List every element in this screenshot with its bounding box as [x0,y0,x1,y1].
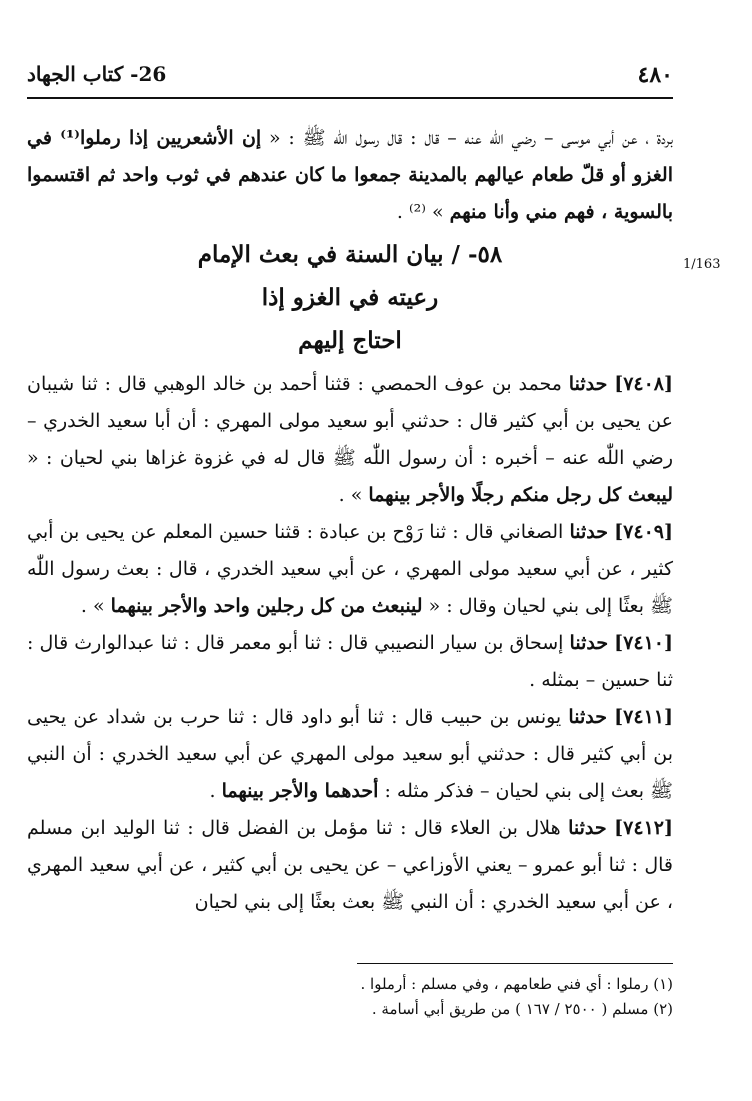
hadith-quote: لينبعث من كل رجلين واحد والأجر بينهما [110,595,423,617]
hadith-7408 [27,366,673,514]
hadith-text: يونس بن حبيب قال : ثنا أبو داود قال : ثنا حرب بن شداد عن يحيى بن أبي كثير قال : حدثني أبو سعيد مولى المهري عن أبي سعيد الخدري : أن النبي ﷺ بعث إلى بني لحيان – فذكر مثله : [27,706,673,802]
hadith-end: . [209,780,222,802]
intro-end: » ⁽²⁾ . [396,201,450,223]
hadith-7410 [27,625,673,699]
intro-quote: إن الأشعريين إذا رملوا⁽¹⁾ في الغزو أو قلّ طعام عيالهم بالمدينة جمعوا ما كان عندهم في ثوب واحد ثم اقتسموا بالسوية ، فهم مني وأنا منهم [27,127,673,223]
footnote-1: (١) رملوا : أي فني طعامهم ، وفي مسلم : أرملوا . [360,975,673,993]
hadith-number: [٧٤٠٨] [614,373,674,395]
footnote-2: (٢) مسلم ( ٢٥٠٠ / ١٦٧ ) من طريق أبي أسامة . [371,1000,673,1018]
hadith-text: هلال بن العلاء قال : ثنا مؤمل بن الفضل قال : ثنا الوليد ابن مسلم قال : ثنا أبو عمرو – يعني الأوزاعي – عن يحيى بن أبي كثير ، عن أبي سعيد المهري ، عن أبي سعيد الخدري : أن النبي ﷺ بعث بعثًا إلى بني لحيان [27,817,673,913]
hadith-text: إسحاق بن سيار النصيبي قال : ثنا أبو معمر قال : ثنا عبدالوارث قال : ثنا حسين – بمثله . [27,632,673,691]
hadith-lead: حدثنا [568,706,607,728]
intro-paragraph [27,120,673,231]
chapter-title-line-2: رعيته في الغزو إذا [261,284,439,311]
main-text [27,120,673,921]
hadith-end: » . [80,595,111,617]
hadith-number: [٧٤١٠] [614,632,673,654]
intro-text: بردة ، عن أبي موسى – رضي اللّٰه عنه – قال : قال رسول اللّٰه ﷺ : « [261,127,673,149]
footnote-divider [357,963,673,964]
hadith-quote: أحدهما والأجر بينهما [221,780,379,802]
hadith-7411 [27,699,673,810]
hadith-number: [٧٤١١] [614,706,673,728]
hadith-text: محمد بن عوف الحمصي : قثنا أحمد بن خالد الوهبي قال : ثنا شيبان عن يحيى بن أبي كثير قال : حدثني أبو سعيد مولى المهري : أن أبا سعيد الخدري – رضي اللّٰه عنه – أخبره : أن رسول اللّٰه ﷺ قال له في غزوة غزاها بني لحيان : « [27,373,673,469]
hadith-lead: حدثنا [568,817,607,839]
hadith-quote: ليبعث كل رجل منكم رجلًا والأجر بينهما [368,484,673,506]
footnotes [27,972,673,1022]
margin-reference: 1/163 [683,257,721,272]
chapter-title-line-3: احتاج إليهم [298,327,402,354]
hadith-lead: حدثنا [568,373,608,395]
hadith-number: [٧٤١٢] [614,817,673,839]
chapter-title-line-1: ٥٨- / بيان السنة في بعث الإمام [197,241,503,268]
hadith-end: » . [338,484,369,506]
hadith-lead: حدثنا [569,632,609,654]
hadith-7412 [27,810,673,921]
hadith-lead: حدثنا [569,521,608,543]
hadith-7409 [27,514,673,625]
hadith-text: الصغاني قال : ثنا رَوْح بن عبادة : قثنا حسين المعلم عن يحيى بن أبي كثير ، عن أبي سعيد مولى المهري ، عن أبي سعيد الخدري ، قال : بعث رسول اللّٰه ﷺ بعثًا إلى بني لحيان وقال : « [27,521,673,617]
header-divider [27,97,673,99]
page-number: ٤٨٠ [637,62,673,88]
book-title: 26- كتاب الجهاد [27,62,167,86]
chapter-title [27,233,673,362]
hadith-number: [٧٤٠٩] [614,521,673,543]
